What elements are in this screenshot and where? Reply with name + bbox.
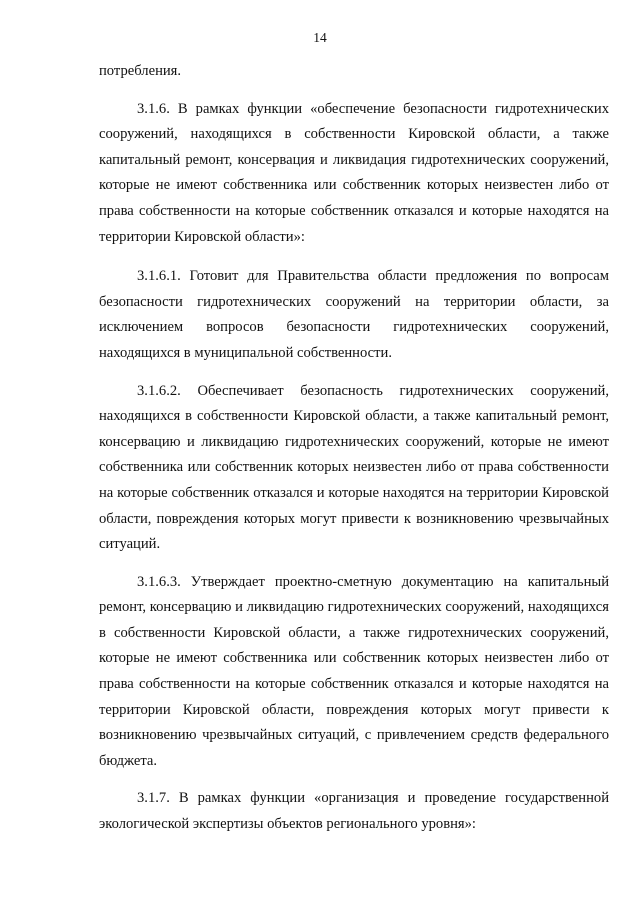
paragraph-continuation: потребления. xyxy=(99,63,182,79)
paragraph-3-1-6-3: 3.1.6.3. Утверждает проектно-сметную документацию на капитальный ремонт, консервацию и ликвидацию гидротехнических сооружений, находящихся в собственности Кировской области, а также гидротехнических сооружений, которые не имеют собственника или собственник которых неизвестен либо от права собственности на которые собственник отказался и которые находятся на территории Кировской области, повреждения которых могут привести к возникновению чрезвычайных ситуаций, с привлечением средств федерального бюджета. xyxy=(99,573,609,769)
paragraph-3-1-7: 3.1.7. В рамках функции «организация и проведение государственной экологической экспертизы объектов регионального уровня»: xyxy=(99,790,609,833)
paragraph-3-1-6-2: 3.1.6.2. Обеспечивает безопасность гидротехнических сооружений, находящихся в собственности Кировской области, а также капитальный ремонт, консервацию и ликвидацию гидротехнических сооружений, которые не имеют собственника или собственник которых неизвестен либо от права собственности на которые собственник отказался и которые находятся на территории Кировской области, повреждения которых могут привести к возникновению чрезвычайных ситуаций. xyxy=(99,382,609,553)
paragraph-3-1-6: 3.1.6. В рамках функции «обеспечение безопасности гидротехнических сооружений, находящихся в собственности Кировской области, а также капитальный ремонт, консервация и ликвидация гидротехнических сооружений, которые не имеют собственника или собственник которых неизвестен либо от права собственности на которые собственник отказался и которые находятся на территории Кировской области»: xyxy=(99,100,609,245)
document-body xyxy=(99,59,609,838)
page-number: 14 xyxy=(313,30,327,45)
paragraph-3-1-6-1: 3.1.6.1. Готовит для Правительства области предложения по вопросам безопасности гидротехнических сооружений на территории области, за исключением вопросов безопасности гидротехнических сооружений, находящихся в муниципальной собственности. xyxy=(99,268,609,361)
